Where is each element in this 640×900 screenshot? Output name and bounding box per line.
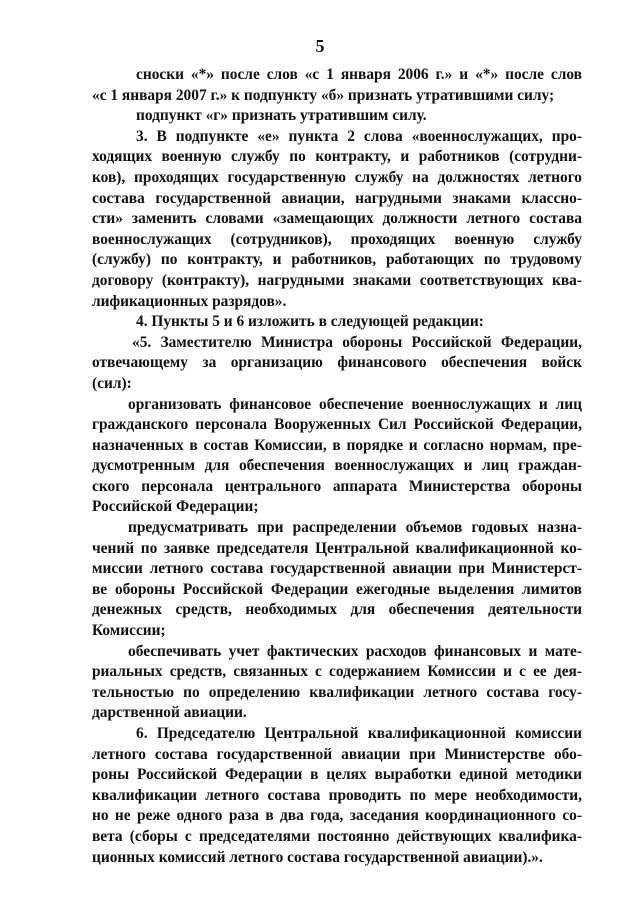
paragraph-line: вета (сборы с председателями постоянно действующих квалифика- <box>92 827 582 845</box>
paragraph-line: риальных средств, связанных с содержанием Комиссии и с ее дея- <box>92 663 582 681</box>
paragraph-line: Российской Федерации; <box>92 498 259 516</box>
paragraph-line: отвечающему за организацию финансового обеспечения войск <box>92 354 582 372</box>
paragraph-line: предусматривать при распределении объемов годовых назна- <box>128 519 582 537</box>
document-body <box>92 65 582 868</box>
paragraph-line: ков), проходящих государственную службу на должностях летного <box>92 168 582 186</box>
paragraph-line: 6. Председателю Центральной квалификационной комиссии <box>136 725 582 742</box>
paragraph-line: квалификации летного состава проводить по мере необходимости, <box>92 786 582 804</box>
paragraph-line: роны Российской Федерации в целях выработки единой методики <box>92 766 582 784</box>
paragraph-line: сноски «*» после слов «с 1 января 2006 г.» и «*» после слов <box>136 66 582 83</box>
paragraph-item-3 <box>92 127 582 312</box>
paragraph-line: 3. В подпункте «е» пункта 2 слова «военнослужащих, про- <box>136 127 582 145</box>
paragraph-line: обеспечивать учет фактических расходов финансовых и мате- <box>128 642 582 660</box>
paragraph-line: дусмотренным для обеспечения военнослужащих и лиц граждан- <box>92 457 582 475</box>
paragraph-organize-financing <box>92 395 582 519</box>
paragraph-line: подпункт «г» признать утратившим силу. <box>136 107 427 125</box>
paragraph-line: Комиссии; <box>92 622 166 640</box>
paragraph-line: денежных средств, необходимых для обеспечения деятельности <box>92 601 582 619</box>
paragraph-line: ционных комиссий летного состава государственной авиации).». <box>92 848 543 866</box>
paragraph-line: состава государственной авиации, нагрудными знаками классно- <box>92 189 582 207</box>
paragraph-line: организовать финансовое обеспечение военнослужащих и лиц <box>128 395 582 413</box>
paragraph-item-4 <box>92 312 582 333</box>
paragraph-subitem-g <box>92 106 582 127</box>
paragraph-line: 4. Пункты 5 и 6 изложить в следующей редакции: <box>136 313 484 331</box>
paragraph-line: «5. Заместителю Министра обороны Российской Федерации, <box>132 333 582 351</box>
paragraph-line: но не реже одного раза в два года, заседания координационного со- <box>92 807 582 825</box>
paragraph-line: (сил): <box>92 374 132 392</box>
paragraph-line: ходящих военную службу по контракту, и работников (сотрудни- <box>92 148 582 166</box>
paragraph-line: летного состава государственной авиации при Министерстве обо- <box>92 745 582 763</box>
paragraph-line: ве обороны Российской Федерации ежегодные выделения лимитов <box>92 580 582 598</box>
paragraph-line: «с 1 января 2007 г.» к подпункту «б» признать утратившими силу; <box>92 86 555 104</box>
paragraph-expense-accounting <box>92 642 582 724</box>
paragraph-budget-allocation <box>92 518 582 642</box>
paragraph-line: сти» заменить словами «замещающих должности летного состава <box>92 210 582 228</box>
paragraph-clause-5 <box>92 333 582 395</box>
paragraph-line: договору (контракту), нагрудными знаками соответствующих ква- <box>92 271 582 289</box>
paragraph-line: дарственной авиации. <box>92 704 247 722</box>
paragraph-footnotes-removal <box>92 65 582 106</box>
paragraph-line: назначенных в состав Комиссии, в порядке и согласно нормам, пре- <box>92 436 582 454</box>
page-number: 5 <box>315 36 325 56</box>
paragraph-line: тельностью по определению квалификации летного состава госу- <box>92 683 582 701</box>
paragraph-line: ского персонала центрального аппарата Министерства обороны <box>92 477 582 495</box>
paragraph-line: гражданского персонала Вооруженных Сил Российской Федерации, <box>92 416 582 434</box>
paragraph-line: (службу) по контракту, и работников, работающих по трудовому <box>92 251 582 269</box>
paragraph-line: лификационных разрядов». <box>92 292 287 310</box>
paragraph-line: военнослужащих (сотрудников), проходящих военную службу <box>92 230 582 248</box>
paragraph-line: миссии летного состава государственной авиации при Министерст- <box>92 560 582 578</box>
paragraph-line: чений по заявке председателя Центральной квалификационной ко- <box>92 539 582 557</box>
paragraph-clause-6 <box>92 724 582 868</box>
